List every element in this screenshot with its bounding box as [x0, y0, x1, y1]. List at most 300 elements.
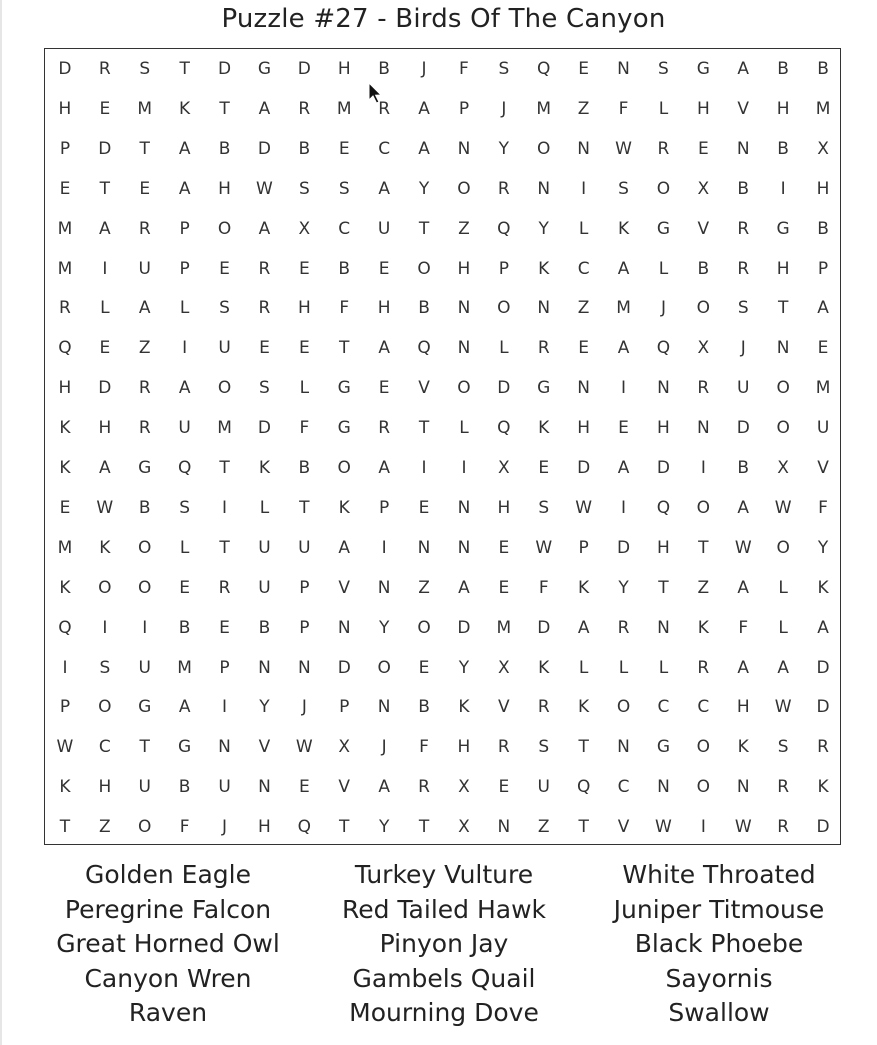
- grid-cell[interactable]: V: [697, 218, 710, 239]
- grid-cell[interactable]: A: [178, 697, 191, 718]
- grid-cell[interactable]: B: [737, 458, 750, 478]
- grid-cell[interactable]: O: [616, 697, 631, 718]
- grid-cell[interactable]: F: [299, 418, 310, 439]
- grid-cell[interactable]: F: [818, 497, 828, 518]
- grid-cell[interactable]: D: [736, 418, 750, 439]
- grid-cell[interactable]: U: [258, 537, 271, 558]
- grid-cell[interactable]: S: [259, 378, 270, 399]
- grid-cell[interactable]: R: [378, 418, 391, 439]
- grid-cell[interactable]: I: [780, 178, 786, 199]
- grid-cell[interactable]: A: [737, 657, 750, 678]
- grid-cell[interactable]: P: [299, 617, 310, 638]
- grid-cell[interactable]: S: [298, 178, 310, 199]
- grid-cell[interactable]: F: [538, 577, 549, 598]
- grid-cell[interactable]: P: [339, 697, 350, 718]
- grid-cell[interactable]: Y: [618, 577, 629, 598]
- grid-cell[interactable]: U: [816, 418, 830, 439]
- grid-cell[interactable]: K: [179, 98, 191, 119]
- grid-cell[interactable]: O: [138, 537, 152, 558]
- grid-cell[interactable]: O: [696, 737, 711, 758]
- grid-cell[interactable]: U: [537, 777, 550, 798]
- grid-cell[interactable]: W: [256, 178, 273, 199]
- grid-cell[interactable]: A: [178, 178, 191, 199]
- grid-cell[interactable]: E: [99, 338, 111, 359]
- grid-cell[interactable]: E: [219, 617, 230, 638]
- grid-cell[interactable]: Q: [177, 458, 192, 478]
- grid-cell[interactable]: R: [218, 577, 231, 598]
- grid-cell[interactable]: V: [338, 577, 351, 598]
- grid-cell[interactable]: E: [139, 178, 151, 199]
- grid-cell[interactable]: B: [697, 258, 710, 279]
- grid-cell[interactable]: Z: [458, 218, 470, 239]
- grid-cell[interactable]: P: [817, 258, 829, 279]
- grid-cell[interactable]: R: [697, 657, 710, 678]
- grid-cell[interactable]: E: [418, 497, 430, 518]
- grid-cell[interactable]: A: [99, 458, 111, 478]
- grid-cell[interactable]: U: [258, 577, 271, 598]
- grid-cell[interactable]: U: [377, 218, 391, 239]
- grid-cell[interactable]: R: [777, 777, 790, 798]
- grid-cell[interactable]: T: [339, 817, 350, 838]
- grid-cell[interactable]: I: [142, 617, 148, 638]
- grid-cell[interactable]: R: [298, 98, 311, 119]
- grid-cell[interactable]: A: [737, 577, 750, 598]
- grid-cell[interactable]: I: [581, 178, 587, 199]
- grid-cell[interactable]: Q: [497, 218, 511, 239]
- grid-cell[interactable]: N: [617, 59, 630, 79]
- grid-cell[interactable]: Q: [656, 497, 671, 518]
- grid-cell[interactable]: X: [697, 338, 710, 359]
- grid-cell[interactable]: K: [578, 697, 590, 718]
- grid-cell[interactable]: N: [537, 298, 551, 319]
- grid-cell[interactable]: D: [217, 59, 232, 79]
- grid-cell[interactable]: S: [338, 178, 350, 199]
- grid-cell[interactable]: S: [99, 657, 111, 678]
- grid-cell[interactable]: O: [776, 378, 790, 399]
- grid-cell[interactable]: Z: [138, 338, 151, 359]
- grid-cell[interactable]: D: [497, 378, 511, 399]
- grid-cell[interactable]: B: [338, 258, 351, 279]
- grid-cell[interactable]: A: [378, 777, 390, 798]
- grid-cell[interactable]: K: [59, 458, 71, 478]
- grid-cell[interactable]: J: [740, 338, 746, 359]
- grid-cell[interactable]: K: [538, 657, 550, 678]
- grid-cell[interactable]: K: [737, 737, 749, 758]
- grid-cell[interactable]: U: [218, 777, 231, 798]
- grid-cell[interactable]: P: [59, 138, 71, 159]
- grid-cell[interactable]: B: [298, 458, 311, 478]
- grid-cell[interactable]: A: [178, 138, 191, 159]
- grid-cell[interactable]: X: [498, 458, 510, 478]
- grid-cell[interactable]: K: [59, 418, 71, 439]
- grid-cell[interactable]: Y: [418, 178, 430, 199]
- grid-cell[interactable]: C: [338, 218, 351, 239]
- grid-cell[interactable]: N: [377, 577, 391, 598]
- grid-cell[interactable]: V: [617, 817, 630, 838]
- grid-cell[interactable]: W: [575, 497, 593, 518]
- grid-cell[interactable]: D: [58, 59, 72, 79]
- grid-cell[interactable]: A: [258, 98, 271, 119]
- grid-cell[interactable]: L: [100, 298, 110, 319]
- grid-cell[interactable]: I: [222, 697, 228, 718]
- grid-cell[interactable]: N: [696, 418, 710, 439]
- grid-cell[interactable]: H: [657, 418, 670, 439]
- grid-cell[interactable]: R: [138, 378, 151, 399]
- grid-cell[interactable]: W: [56, 737, 74, 758]
- grid-cell[interactable]: F: [419, 737, 429, 758]
- grid-cell[interactable]: N: [577, 378, 590, 399]
- grid-cell[interactable]: M: [496, 617, 512, 638]
- grid-cell[interactable]: T: [578, 817, 589, 838]
- grid-cell[interactable]: W: [96, 497, 114, 518]
- grid-cell[interactable]: D: [98, 138, 112, 159]
- grid-cell[interactable]: P: [219, 657, 230, 678]
- grid-cell[interactable]: L: [179, 298, 190, 319]
- grid-cell[interactable]: O: [696, 497, 711, 518]
- grid-cell[interactable]: C: [697, 697, 710, 718]
- grid-cell[interactable]: U: [178, 418, 191, 439]
- grid-cell[interactable]: P: [299, 577, 310, 598]
- grid-cell[interactable]: U: [298, 537, 311, 558]
- grid-cell[interactable]: N: [457, 338, 471, 359]
- grid-cell[interactable]: I: [621, 378, 627, 399]
- grid-cell[interactable]: M: [177, 657, 192, 678]
- grid-cell[interactable]: X: [298, 218, 311, 239]
- grid-cell[interactable]: J: [301, 697, 307, 718]
- grid-cell[interactable]: L: [618, 657, 629, 678]
- grid-cell[interactable]: O: [98, 577, 112, 598]
- grid-cell[interactable]: I: [700, 458, 706, 478]
- grid-cell[interactable]: A: [418, 98, 430, 119]
- grid-cell[interactable]: P: [578, 537, 589, 558]
- grid-cell[interactable]: S: [538, 497, 550, 518]
- grid-cell[interactable]: T: [139, 737, 150, 758]
- grid-cell[interactable]: H: [218, 178, 231, 199]
- grid-cell[interactable]: O: [337, 458, 351, 478]
- grid-cell[interactable]: N: [577, 138, 590, 159]
- grid-cell[interactable]: D: [577, 458, 591, 478]
- grid-cell[interactable]: R: [737, 258, 750, 279]
- grid-cell[interactable]: T: [299, 497, 310, 518]
- grid-cell[interactable]: E: [578, 338, 589, 359]
- grid-cell[interactable]: J: [222, 817, 228, 838]
- grid-cell[interactable]: S: [139, 59, 151, 79]
- grid-cell[interactable]: Z: [537, 817, 550, 838]
- grid-cell[interactable]: L: [658, 98, 669, 119]
- grid-cell[interactable]: M: [57, 537, 73, 558]
- grid-cell[interactable]: L: [259, 497, 270, 518]
- grid-cell[interactable]: N: [457, 537, 471, 558]
- grid-cell[interactable]: H: [297, 298, 311, 319]
- grid-cell[interactable]: S: [737, 298, 749, 319]
- grid-cell[interactable]: M: [217, 418, 232, 439]
- grid-cell[interactable]: D: [656, 458, 670, 478]
- grid-cell[interactable]: M: [536, 98, 552, 119]
- grid-cell[interactable]: D: [816, 657, 830, 678]
- grid-cell[interactable]: X: [458, 777, 470, 798]
- grid-cell[interactable]: A: [378, 458, 390, 478]
- grid-cell[interactable]: J: [381, 737, 387, 758]
- grid-cell[interactable]: B: [737, 178, 750, 199]
- grid-cell[interactable]: X: [697, 178, 710, 199]
- grid-cell[interactable]: L: [299, 378, 310, 399]
- grid-cell[interactable]: A: [777, 657, 789, 678]
- grid-cell[interactable]: R: [657, 138, 670, 159]
- grid-cell[interactable]: Z: [99, 817, 111, 838]
- grid-cell[interactable]: D: [457, 617, 471, 638]
- grid-cell[interactable]: Y: [458, 657, 470, 678]
- grid-cell[interactable]: B: [178, 777, 191, 798]
- grid-cell[interactable]: A: [418, 138, 430, 159]
- grid-cell[interactable]: N: [736, 138, 750, 159]
- grid-cell[interactable]: E: [219, 258, 230, 279]
- grid-cell[interactable]: U: [138, 777, 151, 798]
- grid-cell[interactable]: E: [338, 138, 350, 159]
- grid-cell[interactable]: K: [817, 577, 829, 598]
- grid-cell[interactable]: L: [578, 657, 589, 678]
- grid-cell[interactable]: D: [537, 617, 551, 638]
- grid-cell[interactable]: H: [457, 258, 471, 279]
- grid-cell[interactable]: R: [537, 338, 550, 359]
- grid-cell[interactable]: E: [59, 497, 71, 518]
- grid-cell[interactable]: E: [179, 577, 190, 598]
- grid-cell[interactable]: B: [418, 697, 430, 718]
- grid-cell[interactable]: L: [179, 537, 190, 558]
- grid-cell[interactable]: F: [738, 617, 749, 638]
- grid-cell[interactable]: T: [59, 817, 71, 838]
- grid-cell[interactable]: R: [98, 59, 111, 79]
- grid-cell[interactable]: O: [497, 298, 511, 319]
- grid-cell[interactable]: N: [377, 697, 391, 718]
- grid-cell[interactable]: P: [379, 497, 390, 518]
- grid-cell[interactable]: N: [776, 338, 790, 359]
- grid-cell[interactable]: U: [138, 657, 151, 678]
- grid-cell[interactable]: G: [537, 378, 551, 399]
- grid-cell[interactable]: X: [777, 458, 789, 478]
- grid-cell[interactable]: M: [815, 98, 831, 119]
- grid-cell[interactable]: M: [137, 98, 153, 119]
- grid-cell[interactable]: B: [178, 617, 191, 638]
- grid-cell[interactable]: X: [498, 657, 510, 678]
- grid-cell[interactable]: D: [816, 697, 830, 718]
- grid-cell[interactable]: N: [417, 537, 431, 558]
- grid-cell[interactable]: Y: [538, 218, 549, 239]
- grid-cell[interactable]: Y: [378, 817, 390, 838]
- grid-cell[interactable]: G: [257, 59, 272, 79]
- grid-cell[interactable]: X: [338, 737, 351, 758]
- grid-cell[interactable]: R: [497, 737, 510, 758]
- grid-cell[interactable]: E: [298, 258, 310, 279]
- grid-cell[interactable]: A: [577, 617, 590, 638]
- grid-cell[interactable]: E: [59, 178, 71, 199]
- grid-cell[interactable]: L: [658, 657, 669, 678]
- grid-cell[interactable]: O: [776, 418, 790, 439]
- grid-cell[interactable]: K: [258, 458, 271, 478]
- grid-cell[interactable]: H: [258, 817, 271, 838]
- grid-cell[interactable]: O: [776, 537, 790, 558]
- grid-cell[interactable]: H: [816, 178, 830, 199]
- grid-cell[interactable]: O: [217, 218, 232, 239]
- grid-cell[interactable]: T: [219, 98, 230, 119]
- grid-cell[interactable]: V: [817, 458, 829, 478]
- grid-cell[interactable]: E: [259, 338, 270, 359]
- grid-cell[interactable]: O: [377, 657, 391, 678]
- grid-cell[interactable]: C: [577, 258, 590, 279]
- grid-cell[interactable]: G: [776, 218, 790, 239]
- grid-cell[interactable]: A: [99, 218, 111, 239]
- grid-cell[interactable]: J: [421, 59, 427, 79]
- grid-cell[interactable]: D: [257, 418, 271, 439]
- grid-cell[interactable]: Z: [577, 298, 590, 319]
- grid-cell[interactable]: M: [616, 298, 631, 319]
- grid-cell[interactable]: N: [657, 617, 670, 638]
- grid-cell[interactable]: O: [656, 178, 671, 199]
- grid-cell[interactable]: K: [617, 218, 630, 239]
- grid-cell[interactable]: H: [457, 737, 471, 758]
- grid-cell[interactable]: T: [219, 458, 230, 478]
- grid-cell[interactable]: W: [734, 537, 752, 558]
- grid-cell[interactable]: I: [700, 817, 706, 838]
- grid-cell[interactable]: N: [218, 737, 231, 758]
- grid-cell[interactable]: E: [298, 338, 310, 359]
- grid-cell[interactable]: F: [179, 817, 190, 838]
- grid-cell[interactable]: E: [378, 258, 390, 279]
- grid-cell[interactable]: Q: [58, 617, 72, 638]
- grid-cell[interactable]: R: [258, 298, 271, 319]
- grid-cell[interactable]: D: [816, 817, 830, 838]
- grid-cell[interactable]: J: [501, 98, 507, 119]
- grid-cell[interactable]: N: [736, 777, 750, 798]
- grid-cell[interactable]: E: [498, 577, 510, 598]
- grid-cell[interactable]: E: [498, 777, 510, 798]
- grid-cell[interactable]: K: [538, 418, 550, 439]
- grid-cell[interactable]: B: [298, 138, 311, 159]
- grid-cell[interactable]: E: [418, 657, 430, 678]
- grid-cell[interactable]: H: [337, 59, 351, 79]
- grid-cell[interactable]: K: [458, 697, 470, 718]
- grid-cell[interactable]: H: [98, 777, 112, 798]
- grid-cell[interactable]: Q: [537, 59, 551, 79]
- grid-cell[interactable]: R: [777, 817, 790, 838]
- grid-cell[interactable]: Q: [58, 338, 72, 359]
- grid-cell[interactable]: W: [734, 817, 752, 838]
- grid-cell[interactable]: V: [737, 98, 750, 119]
- grid-cell[interactable]: M: [336, 98, 352, 119]
- grid-cell[interactable]: G: [138, 697, 152, 718]
- grid-cell[interactable]: V: [498, 697, 510, 718]
- grid-cell[interactable]: T: [777, 298, 789, 319]
- grid-cell[interactable]: B: [258, 617, 271, 638]
- grid-cell[interactable]: O: [457, 378, 471, 399]
- grid-cell[interactable]: V: [338, 777, 351, 798]
- grid-cell[interactable]: T: [418, 817, 430, 838]
- grid-cell[interactable]: I: [621, 497, 627, 518]
- grid-cell[interactable]: D: [297, 59, 311, 79]
- grid-cell[interactable]: R: [138, 418, 151, 439]
- grid-cell[interactable]: E: [498, 537, 510, 558]
- grid-cell[interactable]: S: [618, 178, 629, 199]
- grid-cell[interactable]: W: [615, 138, 632, 159]
- grid-cell[interactable]: R: [378, 98, 391, 119]
- grid-cell[interactable]: Q: [497, 418, 511, 439]
- grid-cell[interactable]: S: [179, 497, 191, 518]
- grid-cell[interactable]: T: [219, 537, 230, 558]
- grid-cell[interactable]: U: [138, 258, 151, 279]
- grid-cell[interactable]: A: [378, 178, 390, 199]
- grid-cell[interactable]: N: [297, 657, 311, 678]
- grid-cell[interactable]: N: [457, 497, 471, 518]
- grid-cell[interactable]: L: [459, 418, 469, 439]
- grid-cell[interactable]: O: [138, 817, 152, 838]
- grid-cell[interactable]: R: [617, 617, 630, 638]
- grid-cell[interactable]: A: [138, 298, 151, 319]
- grid-cell[interactable]: Q: [576, 777, 591, 798]
- grid-cell[interactable]: O: [696, 777, 711, 798]
- grid-cell[interactable]: Q: [656, 338, 671, 359]
- grid-cell[interactable]: T: [578, 737, 589, 758]
- grid-cell[interactable]: P: [179, 258, 190, 279]
- grid-cell[interactable]: A: [178, 378, 191, 399]
- grid-cell[interactable]: O: [457, 178, 471, 199]
- grid-cell[interactable]: E: [538, 458, 550, 478]
- grid-cell[interactable]: X: [458, 817, 470, 838]
- grid-cell[interactable]: A: [617, 258, 630, 279]
- grid-cell[interactable]: L: [778, 617, 788, 638]
- grid-cell[interactable]: O: [138, 577, 152, 598]
- grid-cell[interactable]: E: [578, 59, 589, 79]
- grid-cell[interactable]: I: [102, 617, 108, 638]
- grid-cell[interactable]: E: [697, 138, 709, 159]
- grid-cell[interactable]: R: [138, 218, 151, 239]
- grid-cell[interactable]: R: [497, 178, 510, 199]
- grid-cell[interactable]: R: [737, 218, 750, 239]
- grid-cell[interactable]: S: [538, 737, 550, 758]
- grid-cell[interactable]: T: [658, 577, 669, 598]
- grid-cell[interactable]: T: [339, 338, 350, 359]
- grid-cell[interactable]: C: [98, 737, 111, 758]
- grid-cell[interactable]: S: [777, 737, 789, 758]
- grid-cell[interactable]: P: [498, 258, 509, 279]
- grid-cell[interactable]: I: [182, 338, 188, 359]
- grid-cell[interactable]: L: [778, 577, 788, 598]
- grid-cell[interactable]: W: [295, 737, 313, 758]
- grid-cell[interactable]: O: [537, 138, 551, 159]
- grid-cell[interactable]: K: [817, 777, 829, 798]
- grid-cell[interactable]: D: [98, 378, 112, 399]
- grid-cell[interactable]: Q: [417, 338, 431, 359]
- grid-cell[interactable]: V: [418, 378, 430, 399]
- grid-cell[interactable]: T: [179, 59, 190, 79]
- grid-cell[interactable]: A: [617, 458, 630, 478]
- grid-cell[interactable]: E: [298, 777, 310, 798]
- grid-cell[interactable]: H: [58, 98, 72, 119]
- grid-cell[interactable]: Y: [378, 617, 390, 638]
- grid-cell[interactable]: A: [817, 298, 829, 319]
- grid-cell[interactable]: F: [339, 298, 350, 319]
- grid-cell[interactable]: C: [657, 697, 670, 718]
- grid-cell[interactable]: L: [578, 218, 589, 239]
- grid-cell[interactable]: H: [657, 537, 670, 558]
- grid-cell[interactable]: N: [617, 737, 630, 758]
- grid-cell[interactable]: B: [777, 138, 789, 159]
- grid-cell[interactable]: G: [696, 59, 710, 79]
- grid-cell[interactable]: B: [378, 59, 390, 79]
- grid-cell[interactable]: H: [58, 378, 72, 399]
- grid-cell[interactable]: N: [337, 617, 351, 638]
- grid-cell[interactable]: N: [657, 378, 670, 399]
- grid-cell[interactable]: E: [99, 98, 111, 119]
- grid-cell[interactable]: A: [258, 218, 271, 239]
